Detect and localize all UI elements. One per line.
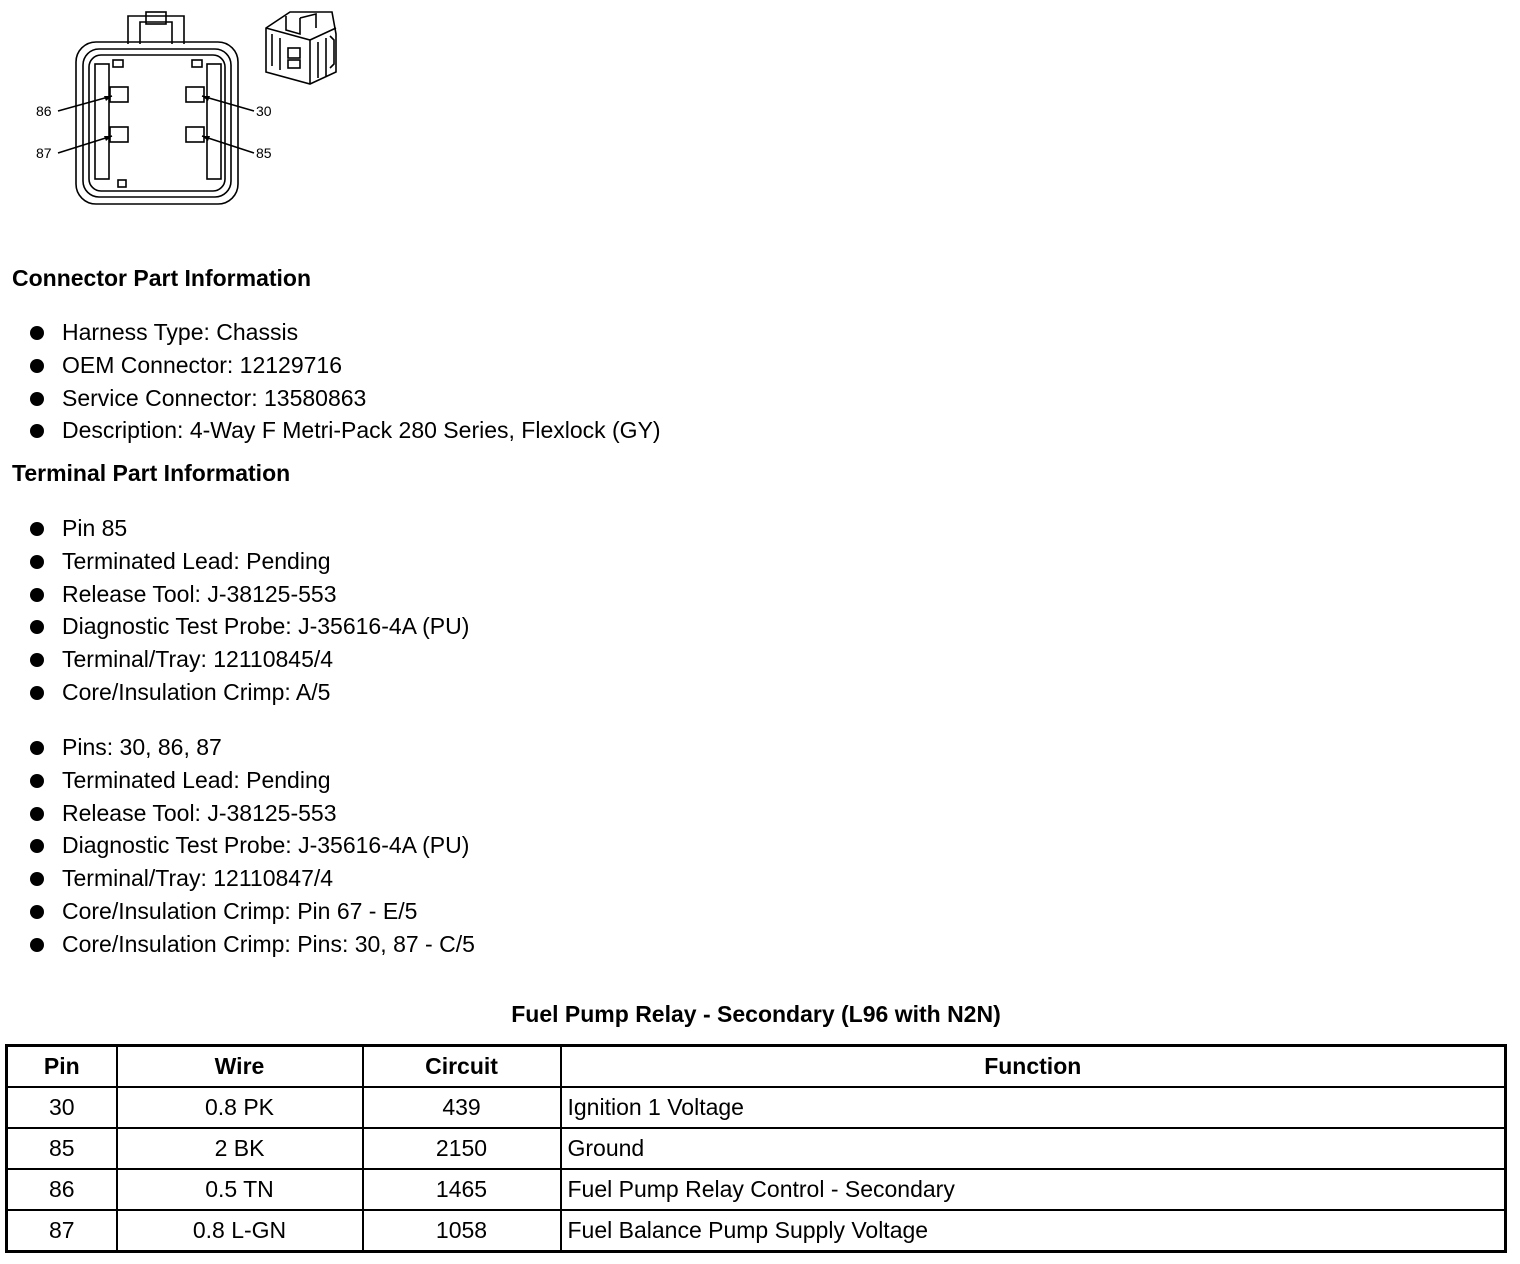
cell-function: Fuel Balance Pump Supply Voltage (561, 1210, 1506, 1252)
pin-label-86: 86 (36, 103, 52, 119)
cell-wire: 0.5 TN (117, 1169, 363, 1210)
cell-pin: 30 (7, 1087, 117, 1128)
list-item: Terminated Lead: Pending (30, 764, 475, 797)
cell-function: Ignition 1 Voltage (561, 1087, 1506, 1128)
cell-pin: 86 (7, 1169, 117, 1210)
cell-pin: 87 (7, 1210, 117, 1252)
pin-cavity-30 (186, 87, 204, 102)
cell-pin: 85 (7, 1128, 117, 1169)
header-circuit: Circuit (363, 1046, 561, 1088)
cell-wire: 2 BK (117, 1128, 363, 1169)
list-item: Release Tool: J-38125-553 (30, 578, 469, 611)
table-row (7, 1087, 1506, 1128)
cell-function: Ground (561, 1128, 1506, 1169)
pin-cavity-87 (110, 127, 128, 142)
list-item: Terminated Lead: Pending (30, 545, 469, 578)
list-item: Service Connector: 13580863 (30, 382, 661, 415)
table-title: Fuel Pump Relay - Secondary (L96 with N2N) (511, 1001, 1001, 1027)
connector-part-info-title: Connector Part Information (12, 265, 312, 291)
table-row (7, 1128, 1506, 1169)
list-item: Pins: 30, 86, 87 (30, 731, 475, 764)
pin-label-87: 87 (36, 145, 52, 161)
cell-function: Fuel Pump Relay Control - Secondary (561, 1169, 1506, 1210)
list-item: Pin 85 (30, 512, 469, 545)
connector-part-info-list (30, 316, 661, 447)
connector-latch (128, 16, 184, 44)
cell-circuit: 439 (363, 1087, 561, 1128)
list-item: Core/Insulation Crimp: A/5 (30, 676, 469, 709)
header-pin: Pin (7, 1046, 117, 1088)
list-item: Core/Insulation Crimp: Pins: 30, 87 - C/5 (30, 928, 475, 961)
terminal-part-info-list-2 (30, 731, 475, 961)
list-item: Release Tool: J-38125-553 (30, 797, 475, 830)
table-row (7, 1169, 1506, 1210)
connector-diagram (0, 0, 360, 220)
terminal-part-info-list-1 (30, 512, 469, 709)
cell-circuit: 1465 (363, 1169, 561, 1210)
list-item: Terminal/Tray: 12110847/4 (30, 862, 475, 895)
list-item: Harness Type: Chassis (30, 316, 661, 349)
cell-circuit: 2150 (363, 1128, 561, 1169)
table-header-row (7, 1046, 1506, 1088)
list-item: Core/Insulation Crimp: Pin 67 - E/5 (30, 895, 475, 928)
pin-cavity-86 (110, 87, 128, 102)
terminal-part-info-title: Terminal Part Information (12, 460, 291, 486)
list-item: Diagnostic Test Probe: J-35616-4A (PU) (30, 829, 475, 862)
header-wire: Wire (117, 1046, 363, 1088)
list-item: Diagnostic Test Probe: J-35616-4A (PU) (30, 610, 469, 643)
cell-wire: 0.8 PK (117, 1087, 363, 1128)
cell-wire: 0.8 L-GN (117, 1210, 363, 1252)
cell-circuit: 1058 (363, 1210, 561, 1252)
pin-cavity-85 (186, 127, 204, 142)
pin-label-85: 85 (256, 145, 272, 161)
list-item: Description: 4-Way F Metri-Pack 280 Series, Flexlock (GY) (30, 414, 661, 447)
list-item: Terminal/Tray: 12110845/4 (30, 643, 469, 676)
pin-label-30: 30 (256, 103, 272, 119)
table-row (7, 1210, 1506, 1252)
list-item: OEM Connector: 12129716 (30, 349, 661, 382)
pinout-table (5, 1044, 1507, 1253)
header-function: Function (561, 1046, 1506, 1088)
connector-3d-view (266, 12, 336, 84)
